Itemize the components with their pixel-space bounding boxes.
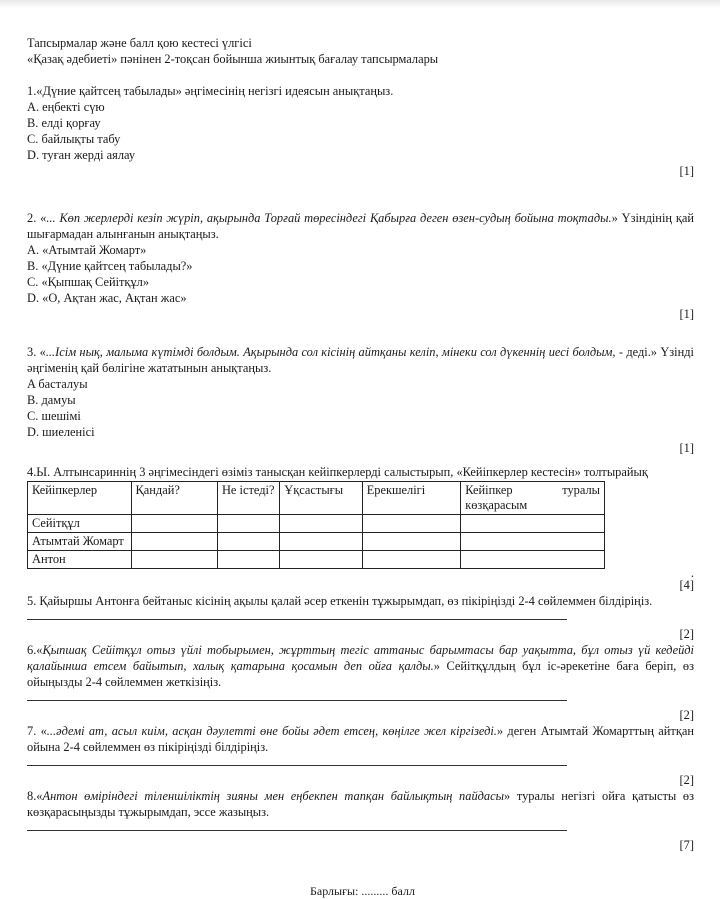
option: B. елді қорғау — [27, 116, 101, 130]
option: D. «О, Ақтан жас, Ақтан жас» — [27, 291, 187, 305]
question-8 — [27, 788, 694, 853]
option: C. байлықты табу — [27, 132, 121, 146]
option: D. шиеленісі — [27, 425, 95, 439]
option: B. дамуы — [27, 393, 76, 407]
table-header: Кейіпкер туралы көзқарасым — [461, 482, 605, 515]
question-text: 5. Қайыршы Антонға бейтаныс кісінің ақылы қалай әсер еткенін тұжырымдап, өз пікіріңізді 2-4 сөйлеммен білдіріңіз. — [27, 594, 653, 608]
table-header: Не істеді? — [217, 482, 279, 515]
score: [1] — [679, 307, 694, 321]
quote: ...әдемі ат, асыл киім, асқан дәулетті өне бойы әдет етсең, көңілге жел кіргізеді. — [46, 724, 497, 738]
answer-line[interactable] — [27, 690, 567, 701]
score: [4] — [679, 578, 694, 592]
table-cell[interactable] — [280, 551, 362, 569]
table-cell[interactable] — [461, 533, 605, 551]
question-text: 8.«Антон өміріндегі тіленшіліктің зияны мен еңбекпен тапқан байлықтың пайдасы» туралы негізгі ойға қатысты өз көзқарасыңызды тұжырымдап, эссе жазыңыз. — [27, 789, 694, 819]
quote: ... Көп жерлерді кезіп жүріп, ақырында Торғай төресіндегі Қабырға деген өзен-судың бойына тоқтады. — [46, 211, 612, 225]
question-7 — [27, 723, 694, 788]
question-text: 1.«Дүние қайтсең табылады» әңгімесінің негізгі идеясын анықтаңыз. — [27, 84, 394, 98]
question-4 — [27, 464, 694, 593]
doc-title: Тапсырмалар және балл қою кестесі үлгісі — [27, 36, 252, 50]
question-1 — [27, 83, 694, 179]
question-5 — [27, 593, 694, 642]
option: C. «Қыпшақ Сейітқұл» — [27, 275, 150, 289]
answer-line[interactable] — [27, 820, 567, 831]
table-cell[interactable] — [362, 515, 461, 533]
table-cell[interactable] — [217, 551, 279, 569]
option: A. «Атымтай Жомарт» — [27, 243, 147, 257]
option: D. туған жерді аялау — [27, 148, 136, 162]
table-cell[interactable] — [217, 533, 279, 551]
score: [1] — [679, 164, 694, 178]
score: [2] — [679, 708, 694, 722]
answer-line[interactable] — [27, 755, 567, 766]
table-cell[interactable] — [131, 533, 217, 551]
table-cell[interactable] — [362, 551, 461, 569]
question-text: 6.«Қыпшақ Сейітқұл отыз үйлі тобырымен, жұрттың тегіс аттаныс барымтасы бар уақытта, бұл отыз үй кедейді қалайынша етсем байытып, халық қатарына қосамын деп ойға қалды.» Сейітқұлдың бұл іс-әрекетіне баға беріп, өз ойыңызды 2-4 сөйлеммен жеткізіңіз. — [27, 643, 694, 689]
option: B. «Дүние қайтсең табылады?» — [27, 259, 193, 273]
score: [1] — [679, 441, 694, 455]
question-3 — [27, 344, 694, 456]
score: [7] — [679, 838, 694, 852]
table-cell[interactable] — [131, 551, 217, 569]
quote: Антон өміріндегі тіленшіліктің зияны мен еңбекпен тапқан байлықтың пайдасы — [42, 789, 504, 803]
score: [2] — [679, 773, 694, 787]
document-page — [27, 35, 694, 853]
table-cell[interactable] — [461, 515, 605, 533]
table-cell[interactable] — [280, 515, 362, 533]
table-header: Ерекшелігі — [362, 482, 461, 515]
table-cell[interactable] — [131, 515, 217, 533]
question-text: 2. «... Көп жерлерді кезіп жүріп, ақырында Торғай төресіндегі Қабырға деген өзен-судың бойына тоқтады.» Үзіндінің қай шығармадан алынғанын анықтаңыз. — [27, 211, 694, 241]
doc-subtitle: «Қазақ әдебиеті» пәнінен 2-тоқсан бойынша жиынтық бағалау тапсырмалары — [27, 52, 439, 66]
row-label: Атымтай Жомарт — [28, 533, 132, 551]
table-header: Ұқсастығы — [280, 482, 362, 515]
table-cell[interactable] — [280, 533, 362, 551]
table-row — [28, 551, 605, 569]
question-text: 4.Ы. Алтынсариннің 3 әңгімесіндегі өзіміз танысқан кейіпкерлерді салыстырып, «Кейіпкерлер кестесін» толтырайық — [27, 465, 648, 479]
table-row — [28, 533, 605, 551]
question-text: 3. «...Ісім нық, малыма күтімді болдым. Ақырында сол кісінің айтқаны келіп, мінеки сол дүкеннің иесі болдым, - деді.» Үзінді әңгіменің қай бөлігіне жататынын анықтаңыз. — [27, 345, 694, 375]
question-6 — [27, 642, 694, 723]
table-header-row — [28, 482, 605, 515]
total-score: Барлығы: ......... балл — [310, 884, 415, 898]
row-label: Сейітқұл — [28, 515, 132, 533]
table-cell[interactable] — [461, 551, 605, 569]
score: [2] — [679, 627, 694, 641]
quote: Қыпшақ Сейітқұл отыз үйлі тобырымен, жұрттың тегіс аттаныс барымтасы бар уақытта, бұл отыз үй кедейді қалайынша етсем байытып, халық қатарына қосамын деп ойға қалды. — [27, 643, 694, 673]
answer-line[interactable] — [27, 609, 567, 620]
characters-table — [27, 481, 605, 569]
quote: ...Ісім нық, малыма күтімді болдым. Ақырында сол кісінің айтқаны келіп, мінеки сол дүкеннің иесі болдым, — [45, 345, 616, 359]
row-label: Антон — [28, 551, 132, 569]
option: A. еңбекті сүю — [27, 100, 105, 114]
question-text: 7. «...әдемі ат, асыл киім, асқан дәулетті өне бойы әдет етсең, көңілге жел кіргізеді.» деген Атымтай Жомарттың айтқан ойына 2-4 сөйлеммен өз пікіріңізді білдіріңіз. — [27, 724, 694, 754]
option: A басталуы — [27, 377, 88, 391]
table-header: Қандай? — [131, 482, 217, 515]
table-cell[interactable] — [217, 515, 279, 533]
table-cell[interactable] — [362, 533, 461, 551]
option: C. шешімі — [27, 409, 81, 423]
dot-mark: . — [690, 566, 694, 580]
table-header: Кейіпкерлер — [28, 482, 132, 515]
question-2 — [27, 210, 694, 322]
top-shadow-bar — [0, 0, 720, 8]
table-row — [28, 515, 605, 533]
